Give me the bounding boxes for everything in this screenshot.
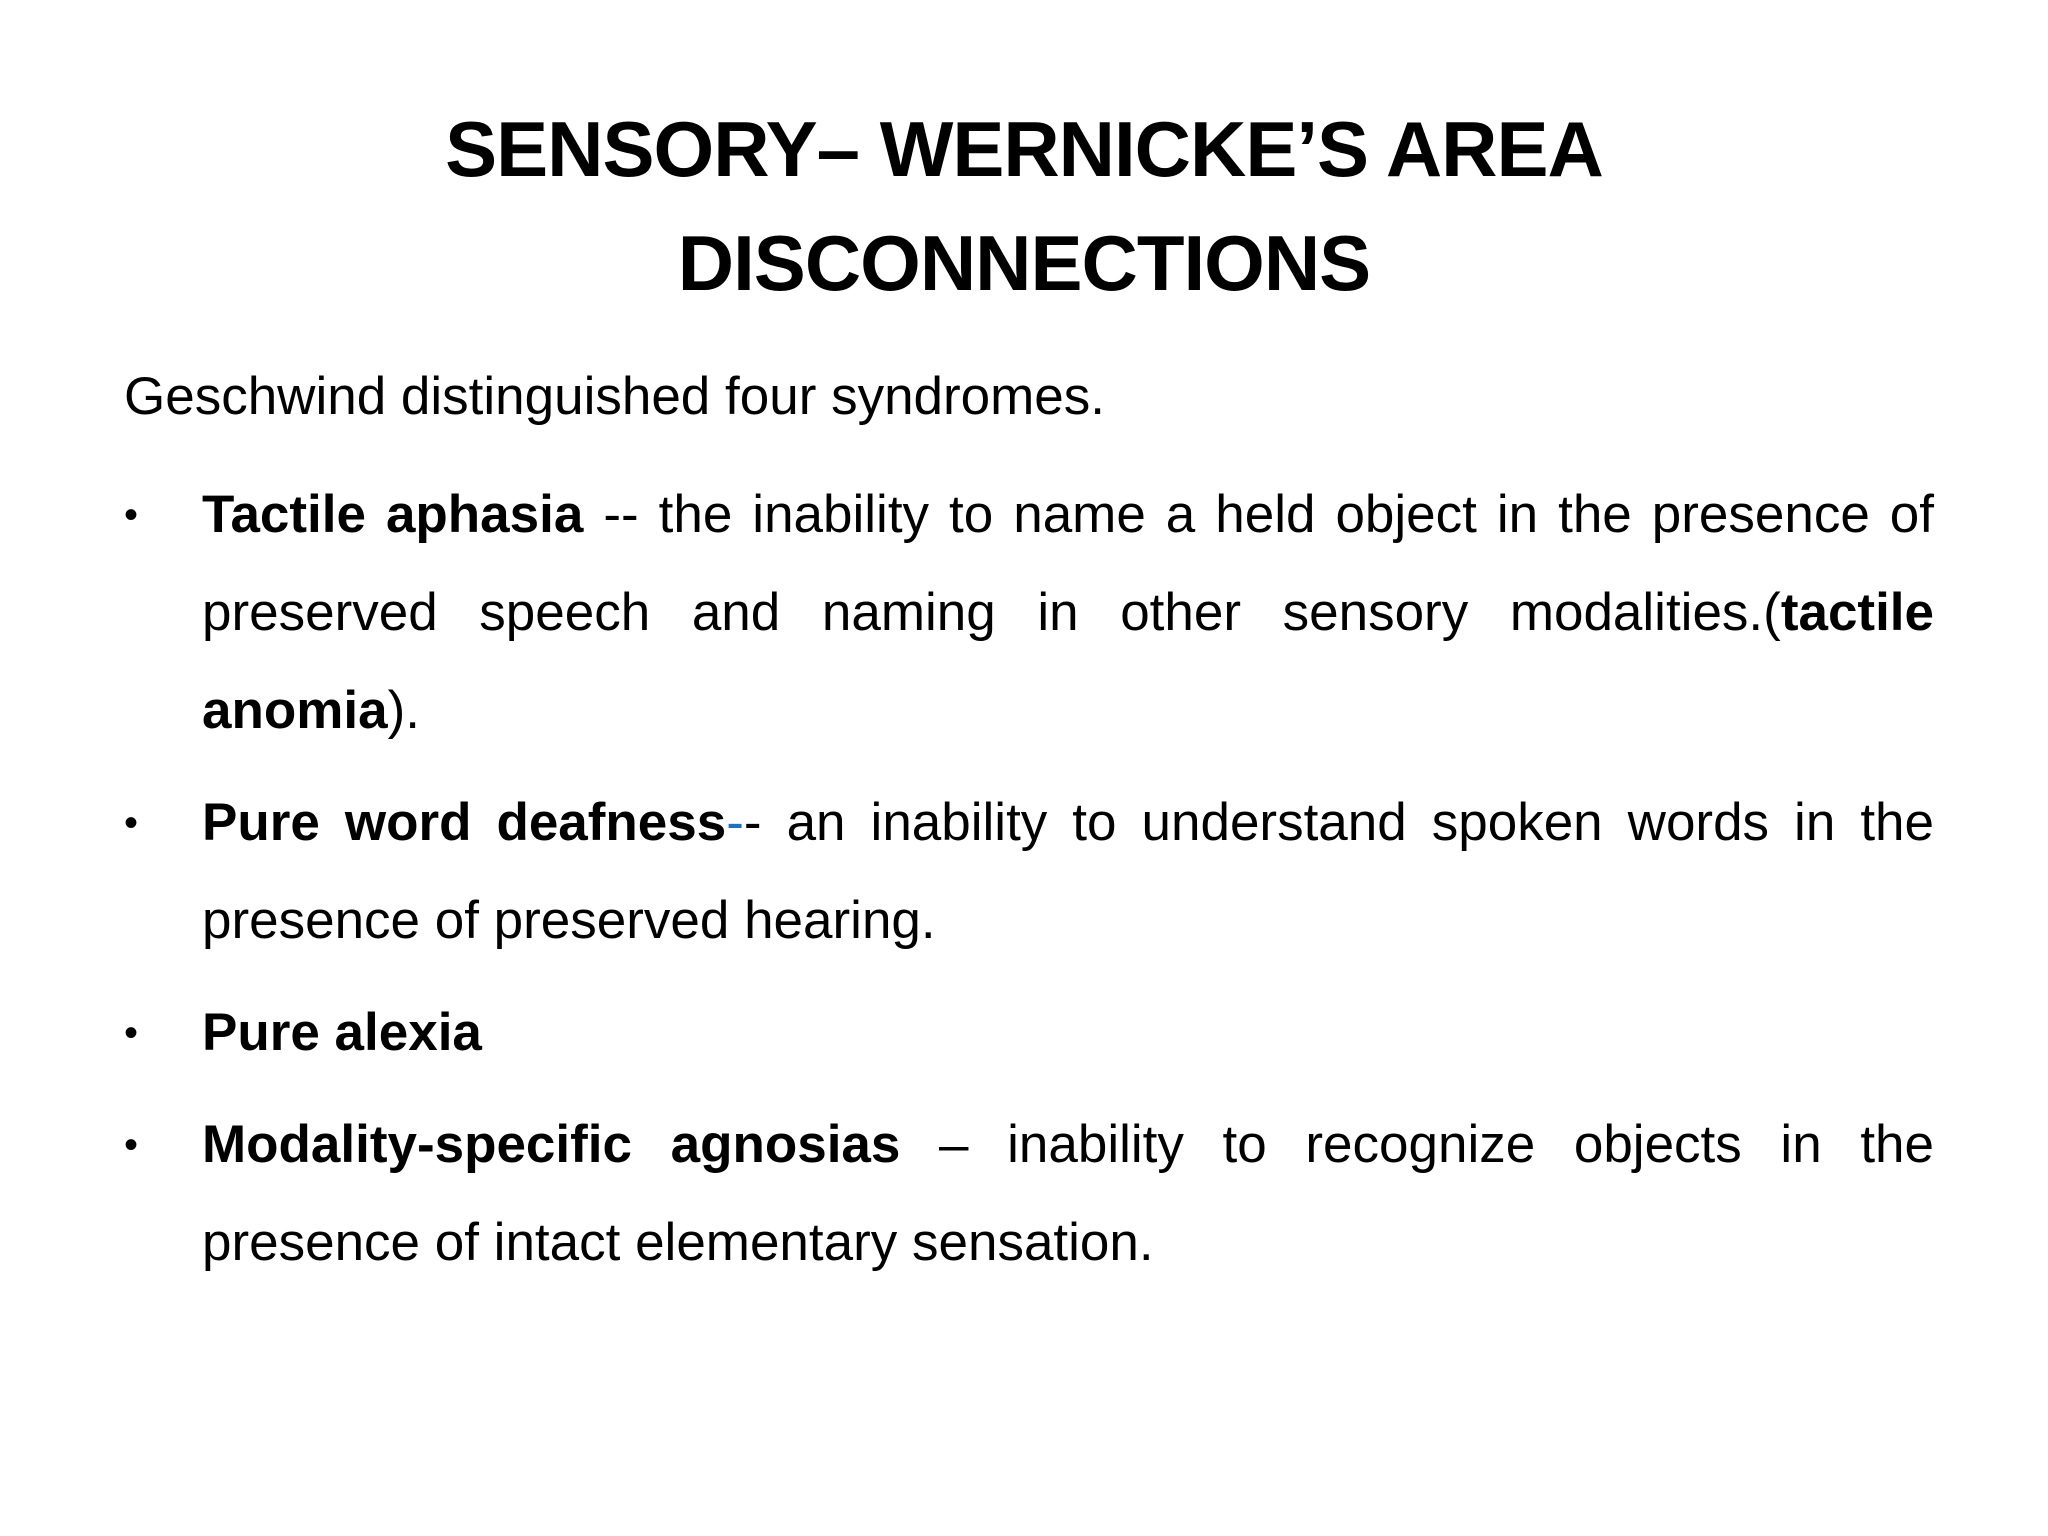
bullet-icon: • — [124, 1123, 139, 1167]
list-item-pure-word-deafness — [124, 774, 1934, 970]
list-item-tactile-aphasia — [124, 466, 1934, 760]
title-line-1: SENSORY– WERNICKE’S AREA — [445, 105, 1603, 193]
term-tactile-anomia: tactile anomia — [202, 583, 1934, 740]
definition-pure-word-deafness: - an inability to understand spoken words in the presence of preserved hearing. — [202, 793, 1935, 950]
list-item-pure-alexia — [124, 984, 1934, 1082]
bullet-list — [124, 466, 1934, 1306]
term-tactile-aphasia: Tactile aphasia — [202, 485, 584, 544]
slide-title — [0, 92, 2048, 320]
intro-text: Geschwind distinguished four syndromes. — [124, 367, 1105, 426]
term-pure-word-deafness: Pure word deafness — [202, 793, 727, 852]
term-modality-specific-agnosias: Modality-specific agnosias — [202, 1115, 901, 1174]
definition-tactile-aphasia: -- the inability to name a held object in the presence of preserved speech and naming in other sensory modalities.( — [202, 485, 1934, 642]
title-line-2: DISCONNECTIONS — [677, 219, 1371, 307]
list-item-modality-specific-agnosias — [124, 1096, 1934, 1292]
definition-modality-specific-agnosias: – inability to recognize objects in the presence of intact elementary sensation. — [202, 1115, 1934, 1272]
bullet-icon: • — [124, 493, 139, 537]
accent-dash: - — [726, 793, 744, 852]
definition-tail: ). — [387, 681, 420, 740]
bullet-icon: • — [124, 801, 139, 845]
term-pure-alexia: Pure alexia — [202, 1003, 482, 1062]
bullet-icon: • — [124, 1011, 139, 1055]
